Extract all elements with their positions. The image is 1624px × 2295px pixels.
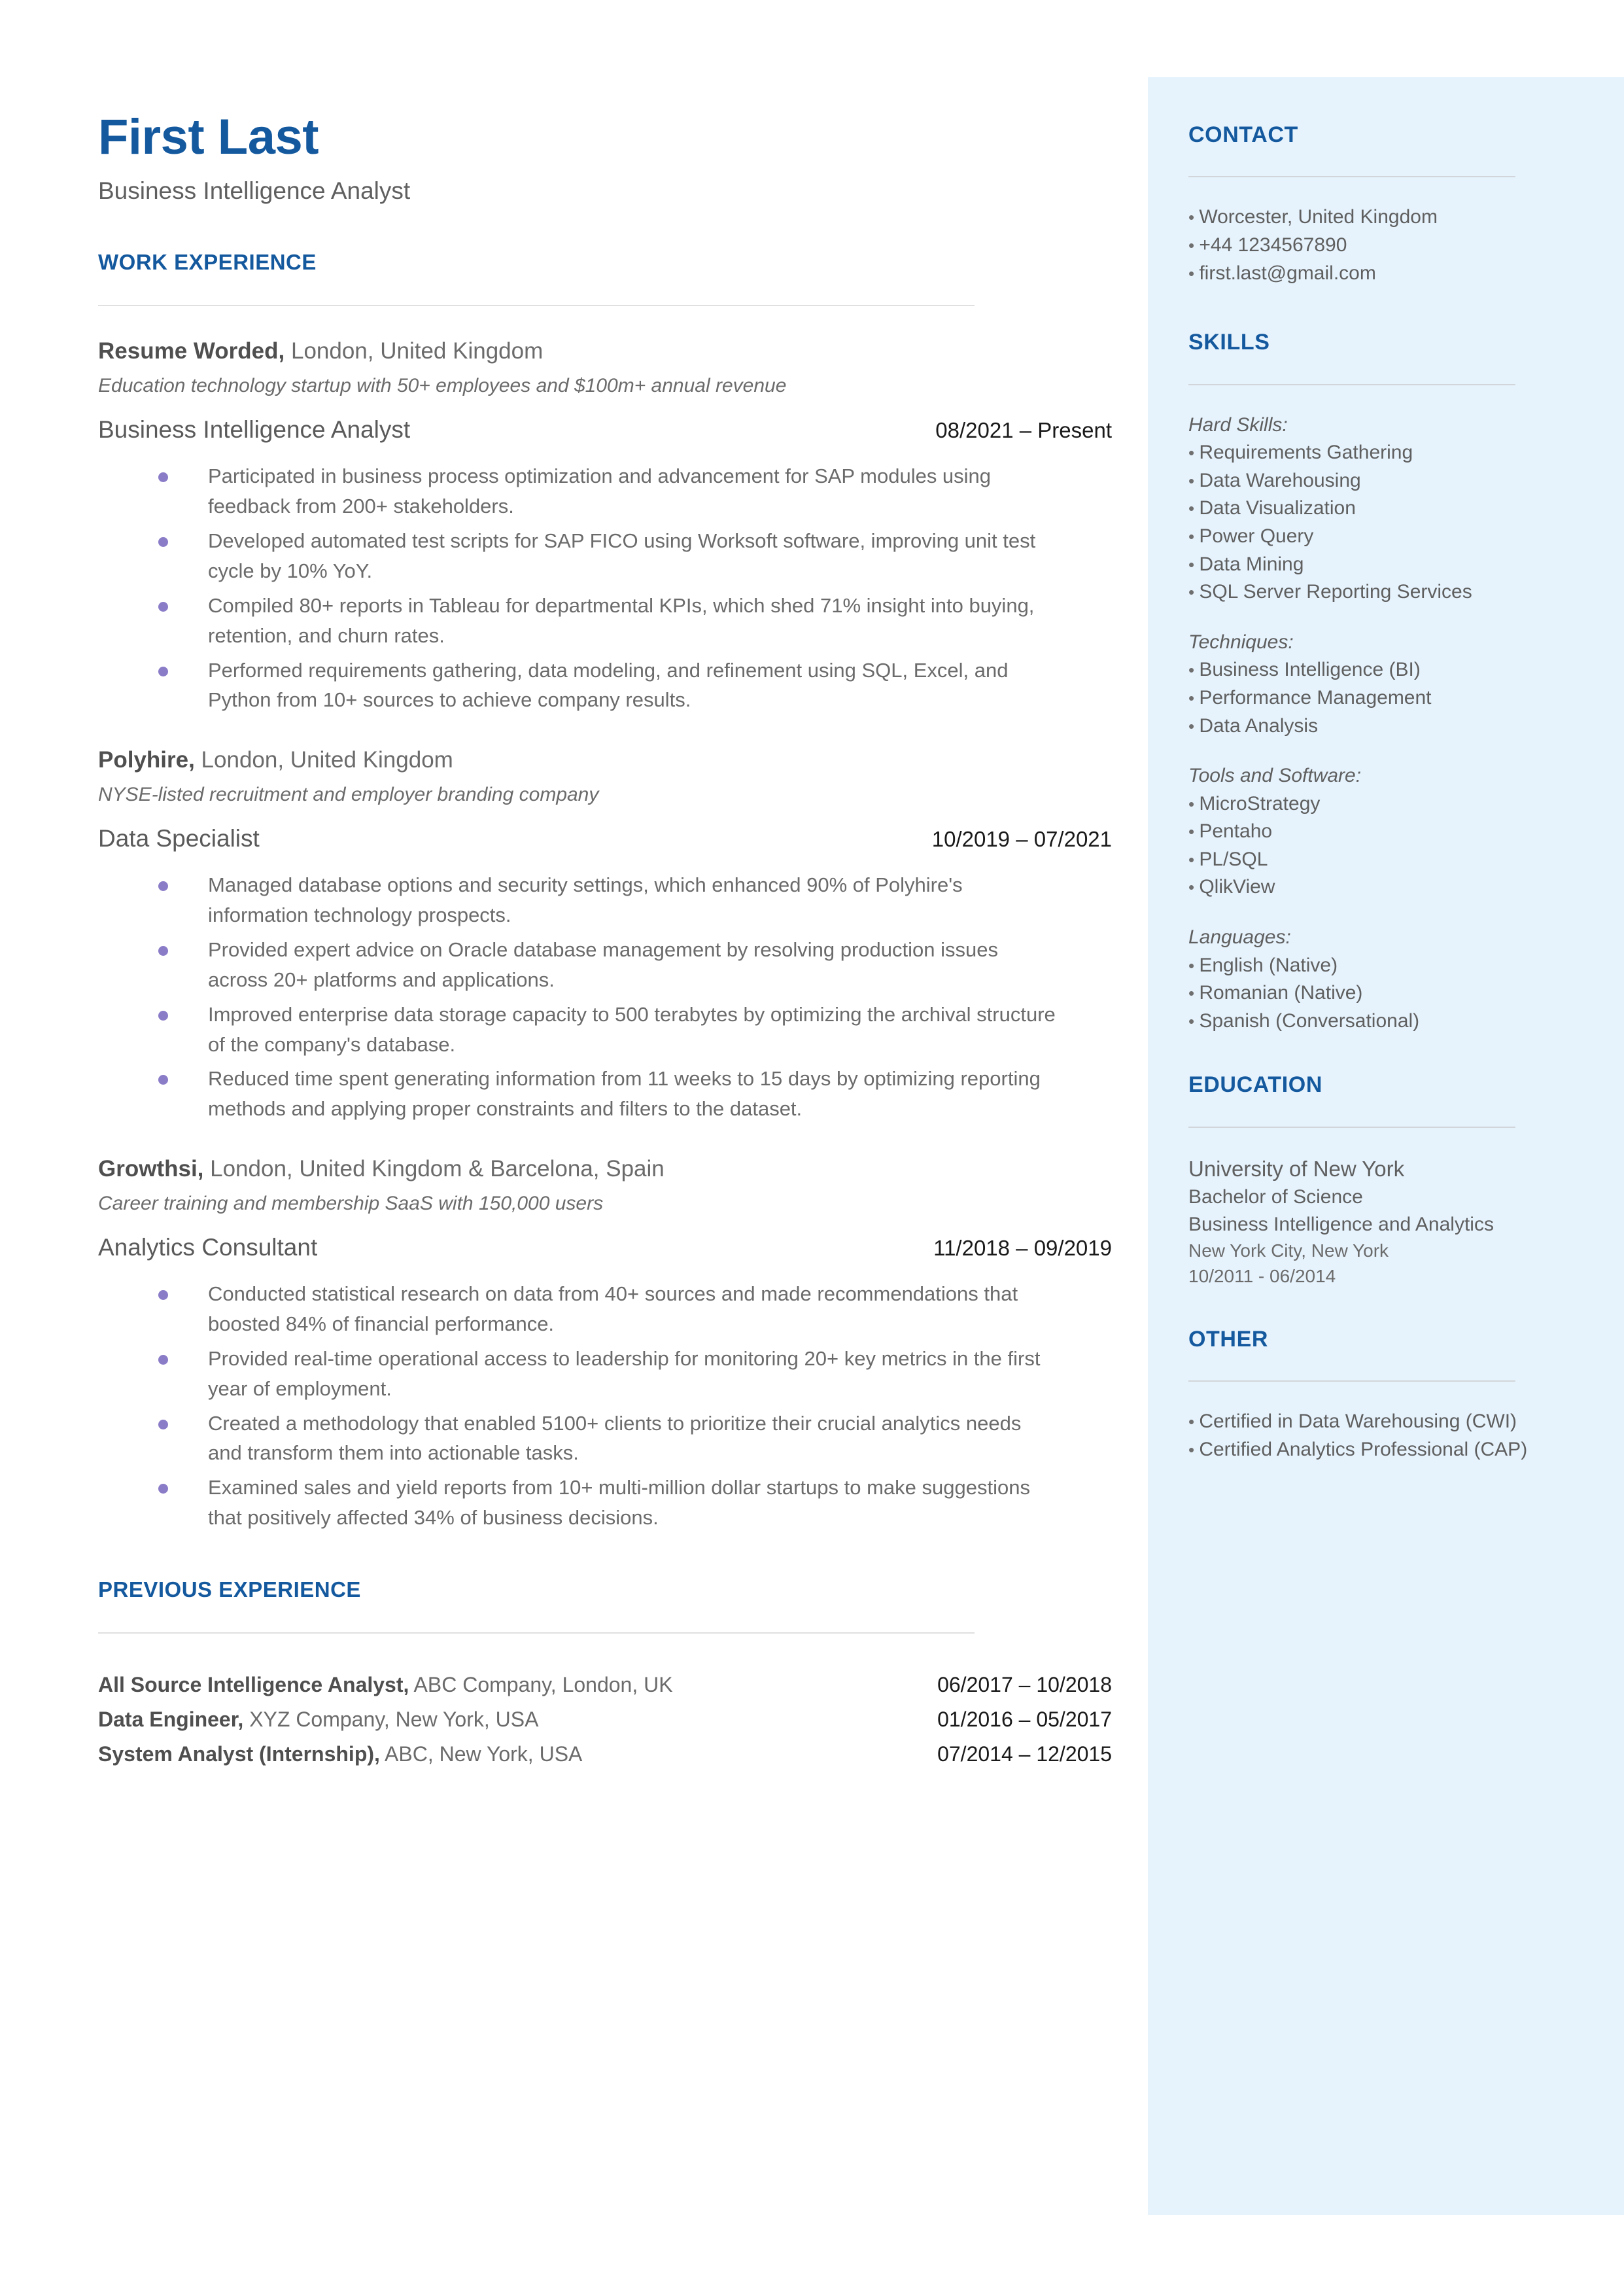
job-title: Data Specialist: [98, 824, 260, 852]
bullet-icon: •: [1188, 443, 1200, 463]
contact-item-text: Worcester, United Kingdom: [1199, 206, 1438, 228]
skill-item: [1188, 684, 1559, 712]
skill-item-text: Business Intelligence (BI): [1199, 659, 1421, 681]
sidebar-divider: [1188, 1380, 1515, 1382]
job-bullet: Compiled 80+ reports in Tableau for departmental KPIs, which shed 71% insight into buying, retention, and churn rates.: [158, 591, 1060, 651]
education-school: University of New York: [1188, 1156, 1405, 1181]
skills-group-label: Tools and Software:: [1188, 765, 1362, 787]
skills-group-label: Techniques:: [1188, 631, 1294, 653]
previous-experience-list: [98, 1670, 1112, 1768]
job-title: Analytics Consultant: [98, 1233, 318, 1261]
contact-item-text: +44 1234567890: [1199, 234, 1347, 256]
job-entry: [98, 336, 1118, 715]
contact-item: [1188, 232, 1559, 260]
skills-group-list: [1188, 656, 1559, 740]
job-dates: 08/2021 – Present: [935, 417, 1112, 442]
skill-item-text: Romanian (Native): [1199, 982, 1363, 1004]
skills-group-label: Languages:: [1188, 926, 1291, 949]
bullet-icon: •: [1188, 526, 1200, 546]
job-title-row: [98, 824, 1112, 853]
section-heading-previous-experience: PREVIOUS EXPERIENCE: [98, 1577, 361, 1602]
skill-item-text: Data Warehousing: [1199, 469, 1361, 491]
job-bullet: Reduced time spent generating information from 11 weeks to 15 days by optimizing reporting methods and applying proper constraints and filters to the dataset.: [158, 1064, 1060, 1124]
main-column: [98, 0, 1118, 1774]
skill-item-text: Requirements Gathering: [1199, 442, 1413, 464]
job-bullet: Examined sales and yield reports from 10+ multi-million dollar startups to make suggestions that positively affected 34% of business decisions.: [158, 1473, 1060, 1533]
bullet-icon: •: [1188, 207, 1200, 228]
contact-item: [1188, 260, 1559, 288]
previous-role-title: System Analyst (Internship),: [98, 1742, 380, 1766]
job-bullet-list: [98, 870, 1060, 1124]
bullet-icon: •: [1188, 955, 1200, 975]
skill-item-text: PL/SQL: [1199, 848, 1268, 870]
previous-experience-row: [98, 1740, 1112, 1769]
bullet-icon: •: [1188, 983, 1200, 1004]
skill-item: [1188, 467, 1559, 495]
skill-item-text: QlikView: [1199, 876, 1275, 898]
bullet-icon: •: [1188, 716, 1200, 736]
previous-role-title: All Source Intelligence Analyst,: [98, 1673, 409, 1697]
sidebar-heading-education: EDUCATION: [1188, 1072, 1322, 1098]
page-title: First Last: [98, 109, 319, 165]
contact-list: [1188, 203, 1559, 287]
skill-item: [1188, 551, 1559, 579]
spacer: [1188, 740, 1559, 762]
education-degree: Bachelor of Science: [1188, 1186, 1363, 1208]
skill-item: [1188, 818, 1559, 846]
skill-item: [1188, 790, 1559, 818]
spacer: [1188, 1289, 1559, 1327]
job-bullet-list: [98, 461, 1060, 715]
job-title: Business Intelligence Analyst: [98, 415, 411, 443]
job-bullet: Provided expert advice on Oracle database management by resolving production issues across 20+ platforms and applications.: [158, 935, 1060, 995]
bullet-icon: •: [1188, 1411, 1200, 1431]
job-company: [98, 336, 1118, 366]
skill-item-text: English (Native): [1199, 954, 1338, 976]
skill-item: [1188, 712, 1559, 741]
skill-item: [1188, 578, 1559, 606]
job-location: London, United Kingdom & Barcelona, Spain: [203, 1156, 665, 1182]
skill-item: [1188, 656, 1559, 684]
skill-item-text: Power Query: [1199, 525, 1314, 547]
job-company-name: Resume Worded,: [98, 338, 285, 364]
job-company-name: Growthsi,: [98, 1156, 204, 1182]
previous-role-detail: ABC Company, London, UK: [409, 1673, 673, 1697]
skills-group-label: Hard Skills:: [1188, 413, 1288, 436]
sidebar-heading-contact: CONTACT: [1188, 122, 1298, 147]
skill-item: [1188, 873, 1559, 902]
sidebar-heading-other: OTHER: [1188, 1326, 1268, 1352]
bullet-icon: •: [1188, 688, 1200, 708]
previous-role-detail: ABC, New York, USA: [379, 1742, 583, 1766]
skill-item: [1188, 979, 1559, 1007]
bullet-icon: •: [1188, 235, 1200, 255]
previous-experience-row: [98, 1705, 1112, 1734]
job-description: Education technology startup with 50+ employees and $100m+ annual revenue: [98, 374, 787, 396]
job-title-row: [98, 415, 1112, 444]
skills-group-list: [1188, 439, 1559, 606]
job-entry: [98, 1154, 1118, 1533]
skills-group-list: [1188, 790, 1559, 902]
previous-role-dates: 07/2014 – 12/2015: [937, 1742, 1112, 1766]
sidebar-divider: [1188, 384, 1515, 385]
previous-role-dates: 06/2017 – 10/2018: [937, 1673, 1112, 1697]
skill-item-text: Spanish (Conversational): [1199, 1009, 1420, 1032]
bullet-icon: •: [1188, 1011, 1200, 1031]
other-item-text: Certified in Data Warehousing (CWI): [1199, 1410, 1517, 1432]
skill-item-text: Data Visualization: [1199, 497, 1356, 519]
job-bullet: Managed database options and security settings, which enhanced 90% of Polyhire's information technology prospects.: [158, 870, 1060, 930]
job-bullet-list: [98, 1279, 1060, 1533]
contact-item: [1188, 203, 1559, 232]
job-bullet: Developed automated test scripts for SAP FICO using Worksoft software, improving unit test cycle by 10% YoY.: [158, 526, 1060, 586]
job-entry: [98, 745, 1118, 1124]
job-company-name: Polyhire,: [98, 747, 195, 773]
bullet-icon: •: [1188, 849, 1200, 869]
job-bullet: Provided real-time operational access to leadership for monitoring 20+ key metrics in the first year of employment.: [158, 1344, 1060, 1404]
job-bullet: Conducted statistical research on data from 40+ sources and made recommendations that boosted 84% of financial performance.: [158, 1279, 1060, 1339]
spacer: [1188, 1035, 1559, 1073]
job-dates: 11/2018 – 09/2019: [933, 1235, 1112, 1260]
previous-role: [98, 1705, 538, 1734]
skill-item: [1188, 952, 1559, 980]
sidebar-heading-skills: SKILLS: [1188, 330, 1270, 355]
education-dates: 10/2011 - 06/2014: [1188, 1266, 1336, 1287]
job-location: London, United Kingdom: [194, 747, 453, 773]
other-list: [1188, 1408, 1559, 1463]
contact-item-text: first.last@gmail.com: [1199, 262, 1376, 284]
job-location: London, United Kingdom: [285, 338, 544, 364]
bullet-icon: •: [1188, 822, 1200, 842]
previous-role-dates: 01/2016 – 05/2017: [937, 1707, 1112, 1731]
job-bullet: Performed requirements gathering, data modeling, and refinement using SQL, Excel, and Python from 10+ sources to achieve company results.: [158, 656, 1060, 716]
skill-item-text: SQL Server Reporting Services: [1199, 581, 1472, 603]
other-item: [1188, 1408, 1559, 1436]
bullet-icon: •: [1188, 794, 1200, 814]
job-bullet: Created a methodology that enabled 5100+ clients to prioritize their crucial analytics needs and transform them into actionable tasks.: [158, 1409, 1060, 1469]
skill-item: [1188, 523, 1559, 551]
sidebar: [1148, 77, 1624, 2215]
job-bullet: Improved enterprise data storage capacity to 500 terabytes by optimizing the archival structure of the company's database.: [158, 1000, 1060, 1060]
spacer: [1188, 287, 1559, 330]
skill-item-text: Pentaho: [1199, 820, 1273, 843]
job-dates: 10/2019 – 07/2021: [931, 826, 1112, 851]
previous-role: [98, 1670, 673, 1700]
section-divider: [98, 305, 975, 306]
other-item-text: Certified Analytics Professional (CAP): [1199, 1438, 1528, 1460]
skill-item: [1188, 1007, 1559, 1036]
education-location: New York City, New York: [1188, 1240, 1389, 1261]
bullet-icon: •: [1188, 499, 1200, 519]
job-company: [98, 1154, 1118, 1184]
job-company: [98, 745, 1118, 775]
job-bullet: Participated in business process optimization and advancement for SAP modules using feedback from 200+ stakeholders.: [158, 461, 1060, 521]
headline: Business Intelligence Analyst: [98, 177, 411, 204]
sidebar-divider: [1188, 1127, 1515, 1128]
bullet-icon: •: [1188, 877, 1200, 898]
skill-item-text: Data Mining: [1199, 553, 1304, 575]
spacer: [1188, 606, 1559, 629]
previous-experience-row: [98, 1670, 1112, 1700]
previous-role: [98, 1740, 582, 1769]
bullet-icon: •: [1188, 582, 1200, 603]
section-divider: [98, 1632, 975, 1634]
sidebar-divider: [1188, 176, 1515, 177]
skill-item: [1188, 439, 1559, 467]
education-field: Business Intelligence and Analytics: [1188, 1213, 1494, 1235]
bullet-icon: •: [1188, 660, 1200, 680]
job-description: Career training and membership SaaS with 150,000 users: [98, 1192, 604, 1214]
skill-item: [1188, 846, 1559, 874]
skills-group-list: [1188, 952, 1559, 1036]
job-description: NYSE-listed recruitment and employer branding company: [98, 783, 599, 805]
other-item: [1188, 1436, 1559, 1464]
bullet-icon: •: [1188, 470, 1200, 491]
skill-item-text: Performance Management: [1199, 686, 1432, 709]
education-entry: [1188, 1154, 1559, 1289]
bullet-icon: •: [1188, 263, 1200, 283]
skill-item-text: MicroStrategy: [1199, 792, 1321, 815]
previous-role-title: Data Engineer,: [98, 1707, 244, 1731]
work-experience-list: [98, 336, 1118, 1533]
spacer: [1188, 902, 1559, 924]
skill-item-text: Data Analysis: [1199, 714, 1319, 737]
skill-item: [1188, 495, 1559, 523]
bullet-icon: •: [1188, 554, 1200, 574]
job-title-row: [98, 1233, 1112, 1262]
bullet-icon: •: [1188, 1439, 1200, 1460]
section-heading-work-experience: WORK EXPERIENCE: [98, 250, 317, 275]
previous-role-detail: XYZ Company, New York, USA: [243, 1707, 539, 1731]
skills-list: [1188, 412, 1559, 1036]
